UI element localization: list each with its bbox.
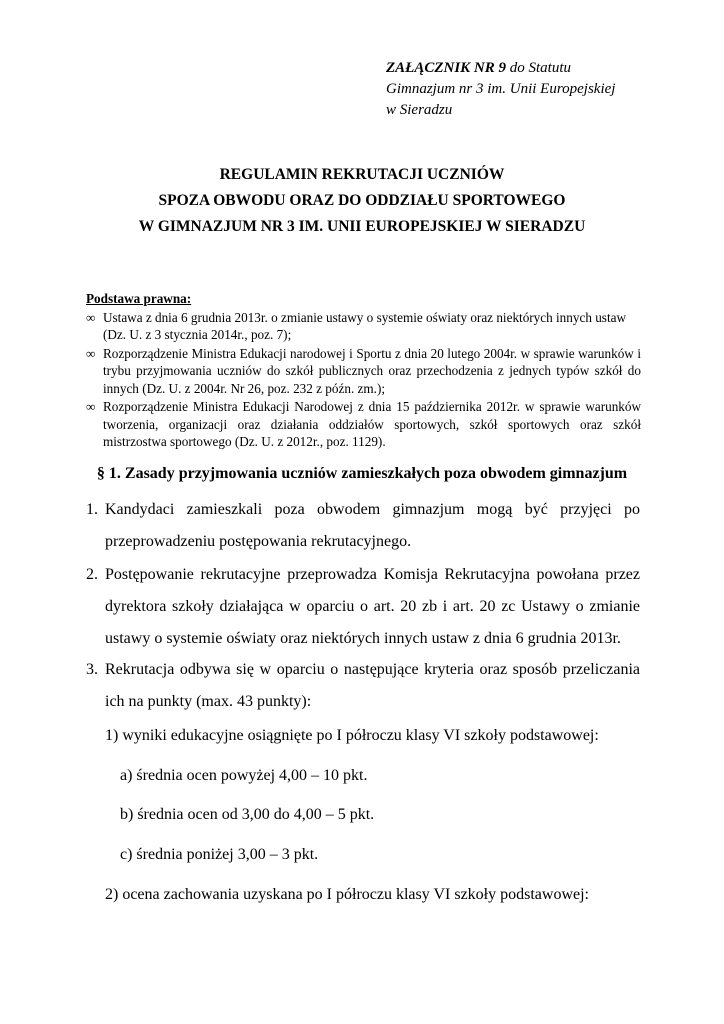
document-title: [40, 162, 684, 240]
legal-basis: [86, 290, 641, 451]
item-number: 2.: [86, 566, 98, 583]
title-line-1: REGULAMIN REKRUTACJI UCZNIÓW: [219, 166, 505, 183]
criterion-2-label: 2) ocena zachowania uzyskana po I półroczu klasy VI szkoły podstawowej:: [105, 886, 589, 903]
criterion-1-option-c: c) średnia poniżej 3,00 – 3 pkt.: [120, 846, 319, 863]
legal-basis-text: Ustawa z dnia 6 grudnia 2013r. o zmianie ustawy o systemie oświaty oraz niektórych innych ustaw: [103, 309, 626, 325]
legal-basis-list: [86, 309, 641, 451]
criterion-1-label: 1) wyniki edukacyjne osiągnięte po I półroczu klasy VI szkoły podstawowej:: [105, 727, 599, 744]
section-1-item-2: [86, 559, 640, 655]
legal-basis-item: [86, 345, 641, 398]
attachment-school: Gimnazjum nr 3 im. Unii Europejskiej: [386, 81, 616, 97]
attachment-header: [386, 58, 706, 121]
attachment-label: ZAŁĄCZNIK NR 9: [386, 60, 507, 76]
legal-basis-ref: (Dz. U. z 3 stycznia 2014r., poz. 7);: [103, 327, 292, 342]
title-line-2: SPOZA OBWODU ORAZ DO ODDZIAŁU SPORTOWEGO: [158, 192, 566, 209]
infinity-bullet-icon: ∞: [86, 309, 96, 325]
item-text: Rekrutacja odbywa się w oparciu o następujące kryteria oraz sposób przeliczania ich na punkty (max. 43 punkty):: [105, 661, 640, 710]
section-1-item-1: [86, 494, 640, 558]
item-number: 1.: [86, 501, 98, 518]
legal-basis-item: [86, 398, 641, 451]
infinity-bullet-icon: ∞: [86, 399, 96, 414]
section-1-item-3: [86, 654, 640, 718]
item-number: 3.: [86, 661, 98, 678]
legal-basis-text: Rozporządzenie Ministra Edukacji narodowej i Sportu z dnia 20 lutego 2004r. w sprawie warunków i trybu przyjmowania uczniów do szkół publicznych oraz przechodzenia z jednych typów szkół do innych (Dz. U. z 2004r. Nr 26, poz. 232 z późn. zm.);: [103, 345, 641, 396]
legal-basis-item: [86, 309, 641, 344]
item-text: Postępowanie rekrutacyjne przeprowadza Komisja Rekrutacyjna powołana przez dyrektora szkoły działająca w oparciu o art. 20 zb i art. 20 zc Ustawy o zmianie ustawy o systemie oświaty oraz niektórych innych ustaw z dnia 6 grudnia 2013r.: [105, 566, 640, 647]
criterion-1-option-b: b) średnia ocen od 3,00 do 4,00 – 5 pkt.: [120, 806, 375, 823]
section-1-heading: § 1. Zasady przyjmowania uczniów zamieszkałych poza obwodem gimnazjum: [96, 465, 628, 482]
infinity-bullet-icon: ∞: [86, 345, 96, 361]
legal-basis-text: Rozporządzenie Ministra Edukacji Narodowej z dnia 15 października 2012r. w sprawie warunków tworzenia, organizacji oraz działania oddziałów sportowych, szkół sportowych oraz szkół mistrzostwa sportowego (Dz. U. z 2012r., poz. 1129).: [103, 399, 641, 449]
legal-basis-heading: Podstawa prawna:: [86, 291, 192, 306]
title-line-3: W GIMNAZJUM NR 3 IM. UNII EUROPEJSKIEJ W SIERADZU: [138, 218, 586, 235]
criterion-1-option-a: a) średnia ocen powyżej 4,00 – 10 pkt.: [120, 767, 368, 784]
attachment-to-statute: do Statutu: [506, 60, 572, 76]
item-text: Kandydaci zamieszkali poza obwodem gimnazjum mogą być przyjęci po przeprowadzeniu postępowania rekrutacyjnego.: [105, 501, 640, 550]
attachment-city: w Sieradzu: [386, 102, 453, 118]
